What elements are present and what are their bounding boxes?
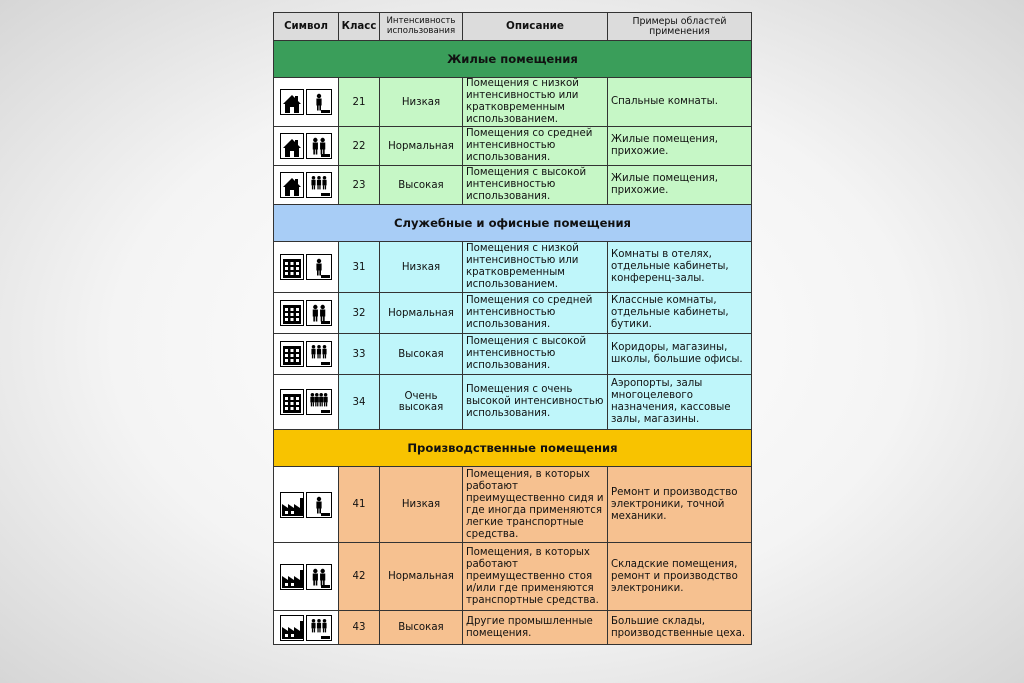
table-row bbox=[274, 78, 752, 127]
people-icon bbox=[306, 564, 332, 590]
classification-table bbox=[273, 12, 752, 645]
intensity-cell: Очень высокая bbox=[380, 375, 463, 430]
house-icon bbox=[280, 89, 304, 115]
description-cell: Другие промышленные помещения. bbox=[463, 611, 608, 645]
header-description: Описание bbox=[463, 13, 608, 41]
description-cell: Помещения со средней интенсивностью использования. bbox=[463, 293, 608, 334]
description-cell: Помещения с очень высокой интенсивностью использования. bbox=[463, 375, 608, 430]
table-row bbox=[274, 242, 752, 293]
symbol-cell bbox=[274, 467, 339, 543]
table-row bbox=[274, 543, 752, 611]
intensity-cell: Нормальная bbox=[380, 543, 463, 611]
examples-cell: Классные комнаты, отдельные кабинеты, бутики. bbox=[608, 293, 752, 334]
header-examples: Примеры областей применения bbox=[608, 13, 752, 41]
header-class: Класс bbox=[339, 13, 380, 41]
class-cell: 23 bbox=[339, 166, 380, 205]
header-intensity: Интенсивность использования bbox=[380, 13, 463, 41]
intensity-cell: Высокая bbox=[380, 611, 463, 645]
table-row bbox=[274, 375, 752, 430]
description-cell: Помещения со средней интенсивностью использования. bbox=[463, 127, 608, 166]
description-cell: Помещения, в которых работают преимущественно сидя и где иногда применяются легкие транспортные средства. bbox=[463, 467, 608, 543]
house-icon bbox=[280, 133, 304, 159]
symbol-cell bbox=[274, 375, 339, 430]
intensity-cell: Высокая bbox=[380, 334, 463, 375]
intensity-cell: Высокая bbox=[380, 166, 463, 205]
section-title: Служебные и офисные помещения bbox=[274, 205, 752, 242]
class-cell: 22 bbox=[339, 127, 380, 166]
table-row bbox=[274, 166, 752, 205]
header-row bbox=[274, 13, 752, 41]
section-header-row bbox=[274, 41, 752, 78]
table-row bbox=[274, 293, 752, 334]
intensity-cell: Низкая bbox=[380, 467, 463, 543]
description-cell: Помещения, в которых работают преимущественно стоя и/или где применяются транспортные средства. bbox=[463, 543, 608, 611]
office-building-icon bbox=[280, 389, 304, 415]
factory-icon bbox=[280, 564, 304, 590]
header-symbol: Символ bbox=[274, 13, 339, 41]
symbol-cell bbox=[274, 293, 339, 334]
class-cell: 34 bbox=[339, 375, 380, 430]
symbol-cell bbox=[274, 334, 339, 375]
factory-icon bbox=[280, 492, 304, 518]
table-row bbox=[274, 334, 752, 375]
symbol-cell bbox=[274, 127, 339, 166]
class-cell: 43 bbox=[339, 611, 380, 645]
office-building-icon bbox=[280, 341, 304, 367]
examples-cell: Жилые помещения, прихожие. bbox=[608, 127, 752, 166]
section-header-row bbox=[274, 205, 752, 242]
section-title: Производственные помещения bbox=[274, 430, 752, 467]
description-cell: Помещения с низкой интенсивностью или кратковременным использованием. bbox=[463, 242, 608, 293]
class-cell: 42 bbox=[339, 543, 380, 611]
symbol-cell bbox=[274, 611, 339, 645]
examples-cell: Складские помещения, ремонт и производство электроники. bbox=[608, 543, 752, 611]
description-cell: Помещения с высокой интенсивностью использования. bbox=[463, 166, 608, 205]
people-icon bbox=[306, 89, 332, 115]
people-icon bbox=[306, 172, 332, 198]
office-building-icon bbox=[280, 254, 304, 280]
class-cell: 21 bbox=[339, 78, 380, 127]
people-icon bbox=[306, 254, 332, 280]
people-icon bbox=[306, 615, 332, 641]
intensity-cell: Низкая bbox=[380, 78, 463, 127]
table-row bbox=[274, 467, 752, 543]
section-title: Жилые помещения bbox=[274, 41, 752, 78]
table-row bbox=[274, 611, 752, 645]
examples-cell: Большие склады, производственные цеха. bbox=[608, 611, 752, 645]
intensity-cell: Нормальная bbox=[380, 293, 463, 334]
class-cell: 31 bbox=[339, 242, 380, 293]
symbol-cell bbox=[274, 166, 339, 205]
class-cell: 32 bbox=[339, 293, 380, 334]
table-row bbox=[274, 127, 752, 166]
office-building-icon bbox=[280, 300, 304, 326]
house-icon bbox=[280, 172, 304, 198]
people-icon bbox=[306, 492, 332, 518]
people-icon bbox=[306, 389, 332, 415]
examples-cell: Комнаты в отелях, отдельные кабинеты, конференц-залы. bbox=[608, 242, 752, 293]
symbol-cell bbox=[274, 78, 339, 127]
description-cell: Помещения с высокой интенсивностью использования. bbox=[463, 334, 608, 375]
symbol-cell bbox=[274, 242, 339, 293]
class-cell: 33 bbox=[339, 334, 380, 375]
people-icon bbox=[306, 341, 332, 367]
examples-cell: Аэропорты, залы многоцелевого назначения, кассовые залы, магазины. bbox=[608, 375, 752, 430]
intensity-cell: Низкая bbox=[380, 242, 463, 293]
section-header-row bbox=[274, 430, 752, 467]
description-cell: Помещения с низкой интенсивностью или кратковременным использованием. bbox=[463, 78, 608, 127]
symbol-cell bbox=[274, 543, 339, 611]
factory-icon bbox=[280, 615, 304, 641]
examples-cell: Ремонт и производство электроники, точной механики. bbox=[608, 467, 752, 543]
examples-cell: Жилые помещения, прихожие. bbox=[608, 166, 752, 205]
intensity-cell: Нормальная bbox=[380, 127, 463, 166]
people-icon bbox=[306, 133, 332, 159]
examples-cell: Коридоры, магазины, школы, большие офисы. bbox=[608, 334, 752, 375]
class-cell: 41 bbox=[339, 467, 380, 543]
examples-cell: Спальные комнаты. bbox=[608, 78, 752, 127]
people-icon bbox=[306, 300, 332, 326]
table-body bbox=[274, 41, 752, 645]
